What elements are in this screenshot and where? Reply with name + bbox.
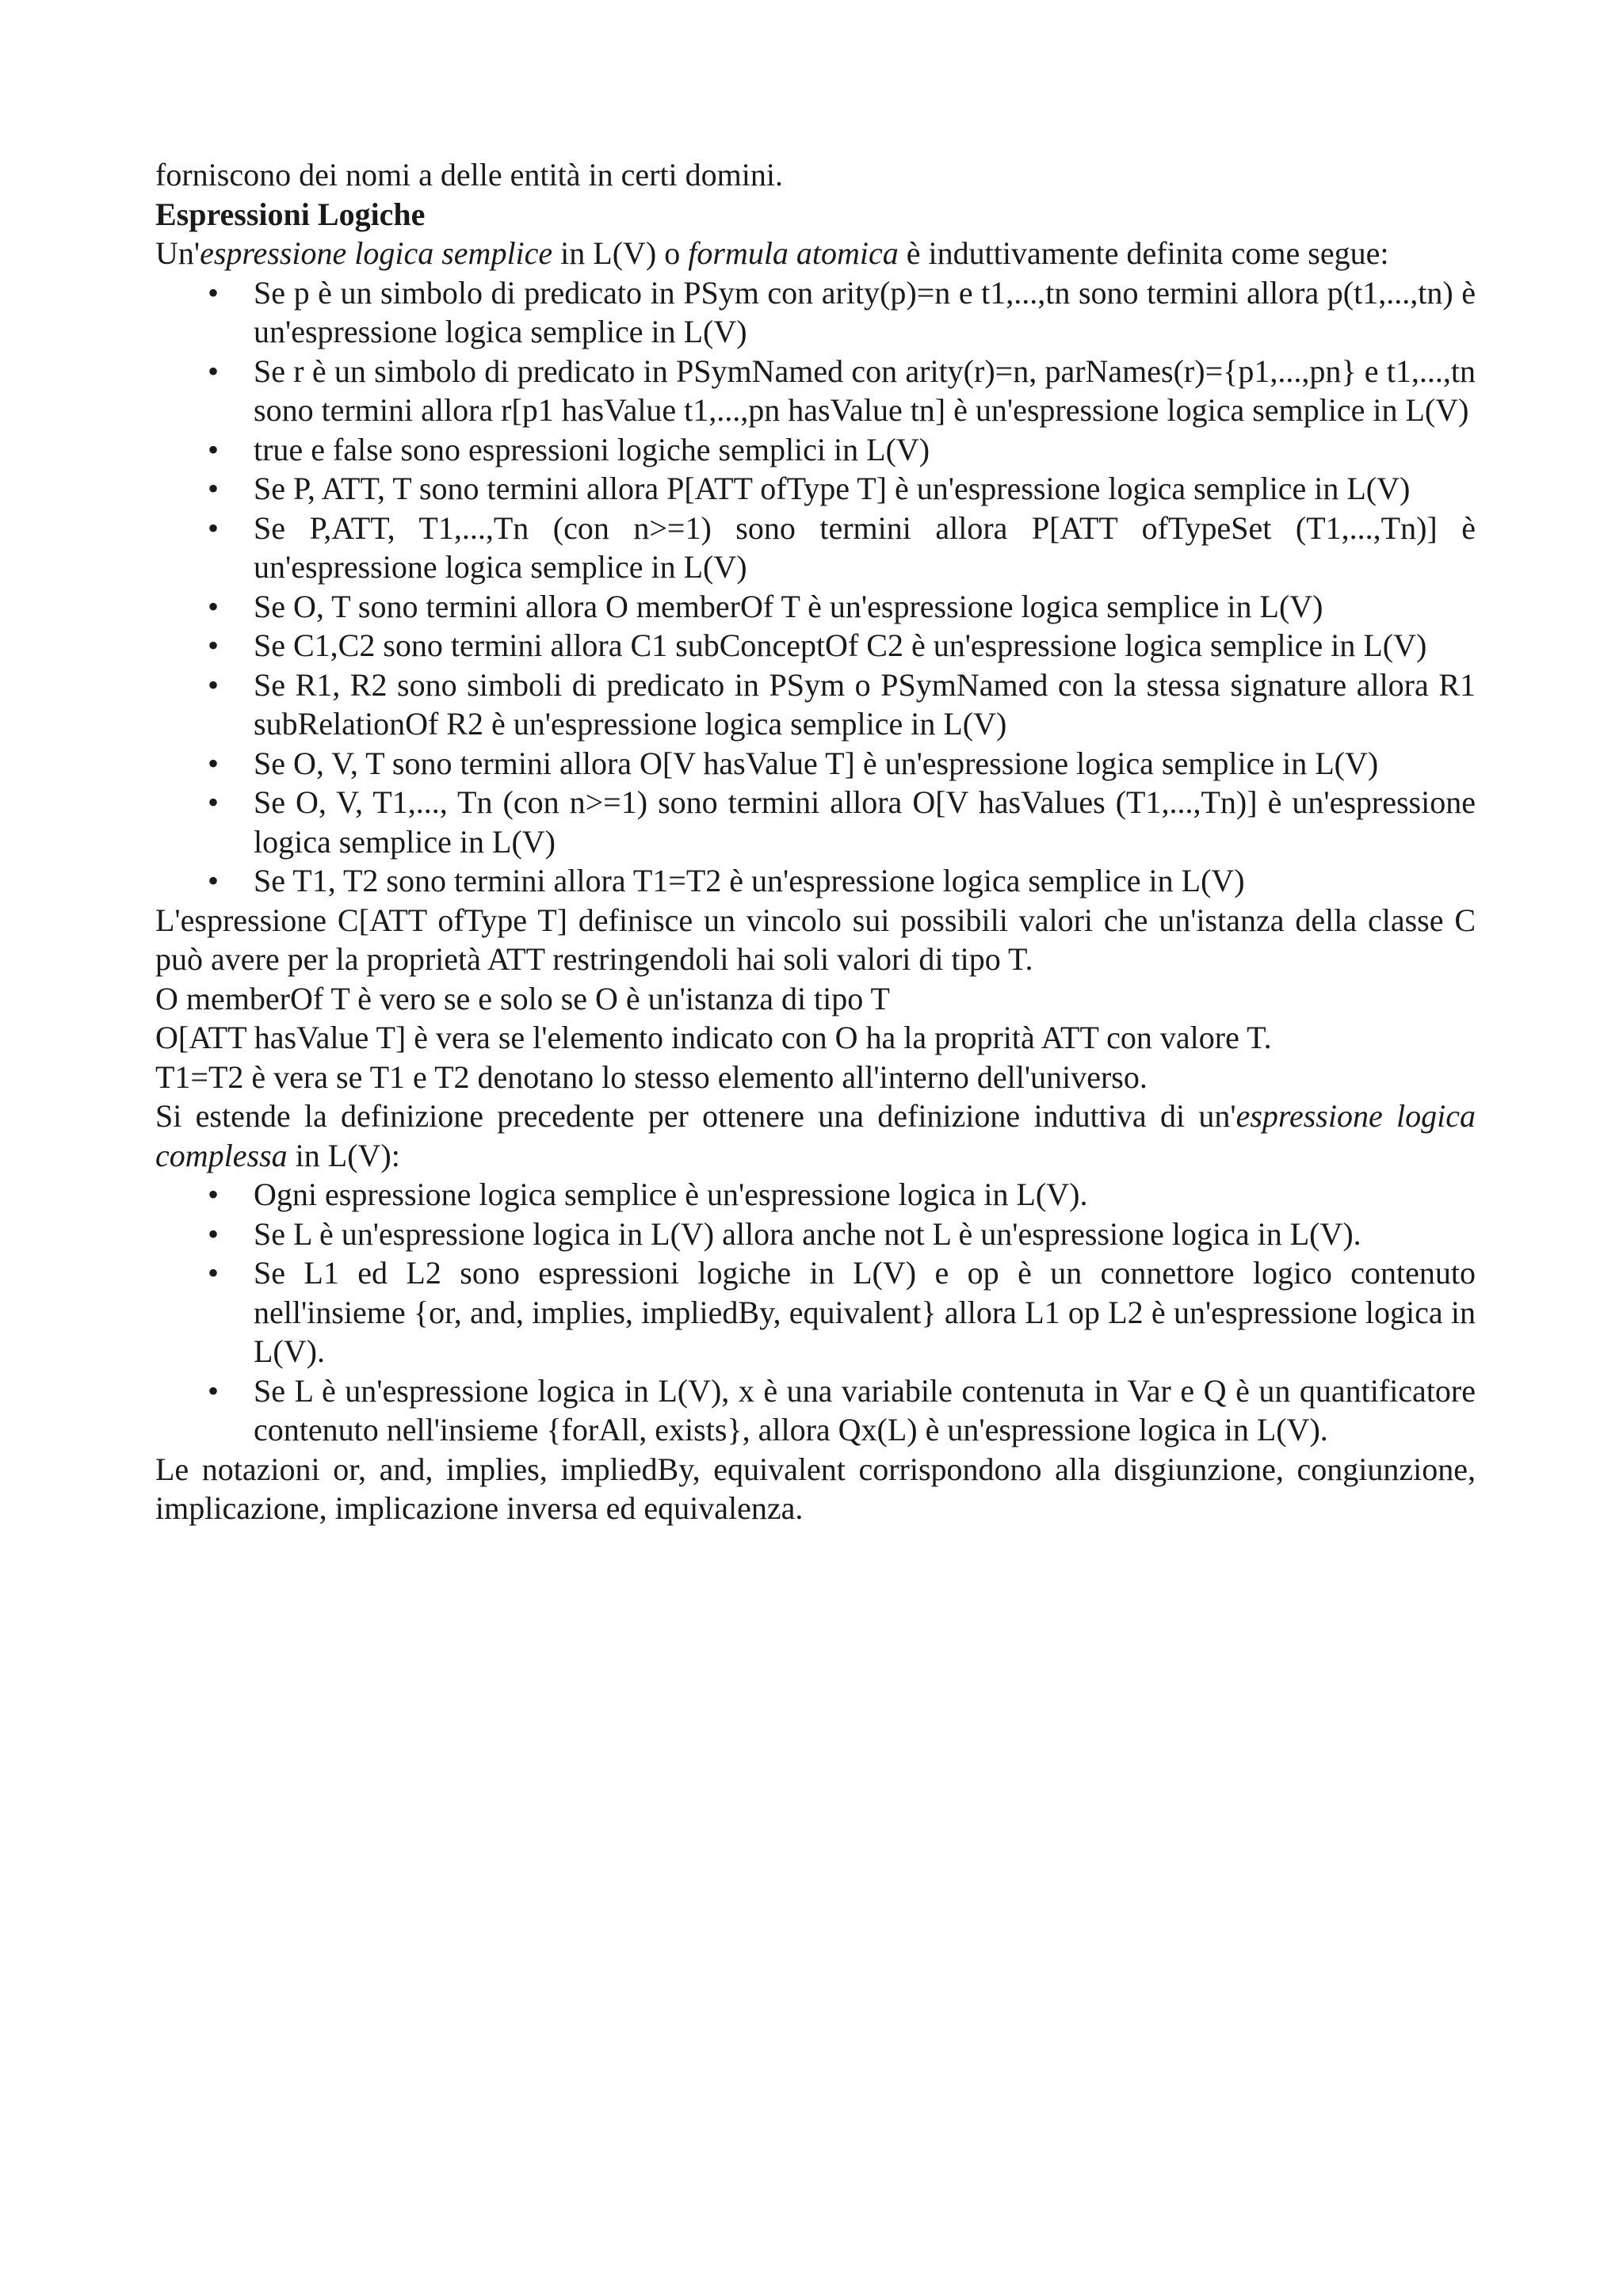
extension-paragraph bbox=[155, 1097, 1476, 1175]
bullet-icon: • bbox=[208, 1255, 220, 1291]
section-heading: Espressioni Logiche bbox=[155, 196, 426, 232]
list-item bbox=[155, 1215, 1476, 1254]
list-item bbox=[155, 626, 1476, 666]
list-item bbox=[155, 273, 1476, 352]
list-item-text: true e false sono espressioni logiche semplici in L(V) bbox=[254, 431, 930, 467]
bullet-icon: • bbox=[208, 1215, 220, 1252]
bullet-icon: • bbox=[208, 1372, 220, 1409]
list-item-text: Se P,ATT, T1,...,Tn (con n>=1) sono termini allora P[ATT ofTypeSet (T1,...,Tn)] è un'espressione logica semplice in L(V) bbox=[254, 509, 1476, 585]
list-item-text: Se L1 ed L2 sono espressioni logiche in L(V) e op è un connettore logico contenuto nell'insieme {or, and, implies, impliedBy, equivalent} allora L1 op L2 è un'espressione logica in L(V). bbox=[254, 1255, 1476, 1369]
list-item bbox=[155, 666, 1476, 744]
list-item bbox=[155, 509, 1476, 587]
list-item bbox=[155, 1175, 1476, 1215]
definition-mid: in L(V) o bbox=[552, 235, 689, 271]
bullet-icon: • bbox=[208, 274, 220, 311]
explanation-paragraph: O[ATT hasValue T] è vera se l'elemento indicato con O ha la proprità ATT con valore T. bbox=[155, 1020, 1272, 1055]
explanation-paragraph: T1=T2 è vera se T1 e T2 denotano lo stesso elemento all'interno dell'universo. bbox=[155, 1058, 1148, 1095]
list-item-text: Se O, T sono termini allora O memberOf T è un'espressione logica semplice in L(V) bbox=[254, 588, 1323, 624]
list-item-text: Se r è un simbolo di predicato in PSymNamed con arity(r)=n, parNames(r)={p1,...,pn} e t1,...,tn sono termini allora r[p1 hasValue t1,...,pn hasValue tn] è un'espressione logica semplice in L(V) bbox=[254, 353, 1476, 428]
list-item-text: Se O, V, T1,..., Tn (con n>=1) sono termini allora O[V hasValues (T1,...,Tn)] è un'espressione logica semplice in L(V) bbox=[254, 784, 1476, 860]
bullet-icon: • bbox=[208, 471, 220, 506]
definition-term-simple: espressione logica semplice bbox=[200, 235, 553, 271]
intro-line: forniscono dei nomi a delle entità in certi domini. bbox=[155, 157, 784, 193]
bullet-icon: • bbox=[208, 666, 220, 703]
bullet-icon: • bbox=[208, 745, 220, 781]
bullet-icon: • bbox=[208, 863, 220, 898]
list-item-text: Se L è un'espressione logica in L(V) allora anche not L è un'espressione logica in L(V). bbox=[254, 1215, 1361, 1252]
list-item bbox=[155, 1253, 1476, 1371]
definition-paragraph bbox=[155, 234, 1476, 273]
list-item-text: Se P, ATT, T sono termini allora P[ATT ofType T] è un'espressione logica semplice in L(V) bbox=[254, 471, 1411, 506]
list-item-text: Se p è un simbolo di predicato in PSym con arity(p)=n e t1,...,tn sono termini allora p(t1,...,tn) è un'espressione logica semplice in L(V) bbox=[254, 274, 1476, 349]
list-item-text: Se C1,C2 sono termini allora C1 subConceptOf C2 è un'espressione logica semplice in L(V) bbox=[254, 627, 1427, 663]
extension-suffix: in L(V): bbox=[287, 1137, 400, 1173]
list-item-text: Se R1, R2 sono simboli di predicato in PSym o PSymNamed con la stessa signature allora R1 subRelationOf R2 è un'espressione logica semplice in L(V) bbox=[254, 666, 1476, 742]
bullet-icon: • bbox=[208, 1177, 220, 1212]
extension-term: espressione logica complessa bbox=[155, 1098, 1476, 1173]
bullet-icon: • bbox=[208, 588, 220, 624]
definition-term-atomic: formula atomica bbox=[688, 235, 899, 271]
bullet-icon: • bbox=[208, 509, 220, 546]
list-item-text: Se T1, T2 sono termini allora T1=T2 è un'espressione logica semplice in L(V) bbox=[254, 863, 1245, 898]
list-item-text: Ogni espressione logica semplice è un'espressione logica in L(V). bbox=[254, 1177, 1088, 1212]
definition-prefix: Un' bbox=[155, 235, 200, 271]
list-item bbox=[155, 783, 1476, 861]
list-item bbox=[155, 430, 1476, 470]
bullet-icon: • bbox=[208, 431, 220, 467]
list-item-text: Se O, V, T sono termini allora O[V hasValue T] è un'espressione logica semplice in L(V) bbox=[254, 745, 1379, 781]
complex-expressions-list bbox=[155, 1175, 1476, 1450]
list-item bbox=[155, 352, 1476, 430]
bullet-icon: • bbox=[208, 353, 220, 389]
bullet-icon: • bbox=[208, 784, 220, 820]
list-item bbox=[155, 744, 1476, 784]
list-item bbox=[155, 587, 1476, 627]
extension-prefix: Si estende la definizione precedente per ottenere una definizione induttiva di un' bbox=[155, 1098, 1236, 1134]
explanation-paragraph: O memberOf T è vero se e solo se O è un'istanza di tipo T bbox=[155, 980, 890, 1016]
list-item bbox=[155, 1371, 1476, 1450]
list-item bbox=[155, 861, 1476, 901]
closing-paragraph: Le notazioni or, and, implies, impliedBy, equivalent corrispondono alla disgiunzione, congiunzione, implicazione, implicazione inversa ed equivalenza. bbox=[155, 1451, 1476, 1526]
simple-expressions-list bbox=[155, 273, 1476, 901]
explanation-paragraph: L'espressione C[ATT ofType T] definisce un vincolo sui possibili valori che un'istanza della classe C può avere per la proprietà ATT restringendoli hai soli valori di tipo T. bbox=[155, 902, 1476, 977]
list-item bbox=[155, 469, 1476, 509]
bullet-icon: • bbox=[208, 627, 220, 663]
document-page bbox=[155, 155, 1476, 1528]
definition-suffix: è induttivamente definita come segue: bbox=[898, 235, 1389, 271]
list-item-text: Se L è un'espressione logica in L(V), x è una variabile contenuta in Var e Q è un quantificatore contenuto nell'insieme {forAll, exists}, allora Qx(L) è un'espressione logica in L(V). bbox=[254, 1372, 1476, 1447]
